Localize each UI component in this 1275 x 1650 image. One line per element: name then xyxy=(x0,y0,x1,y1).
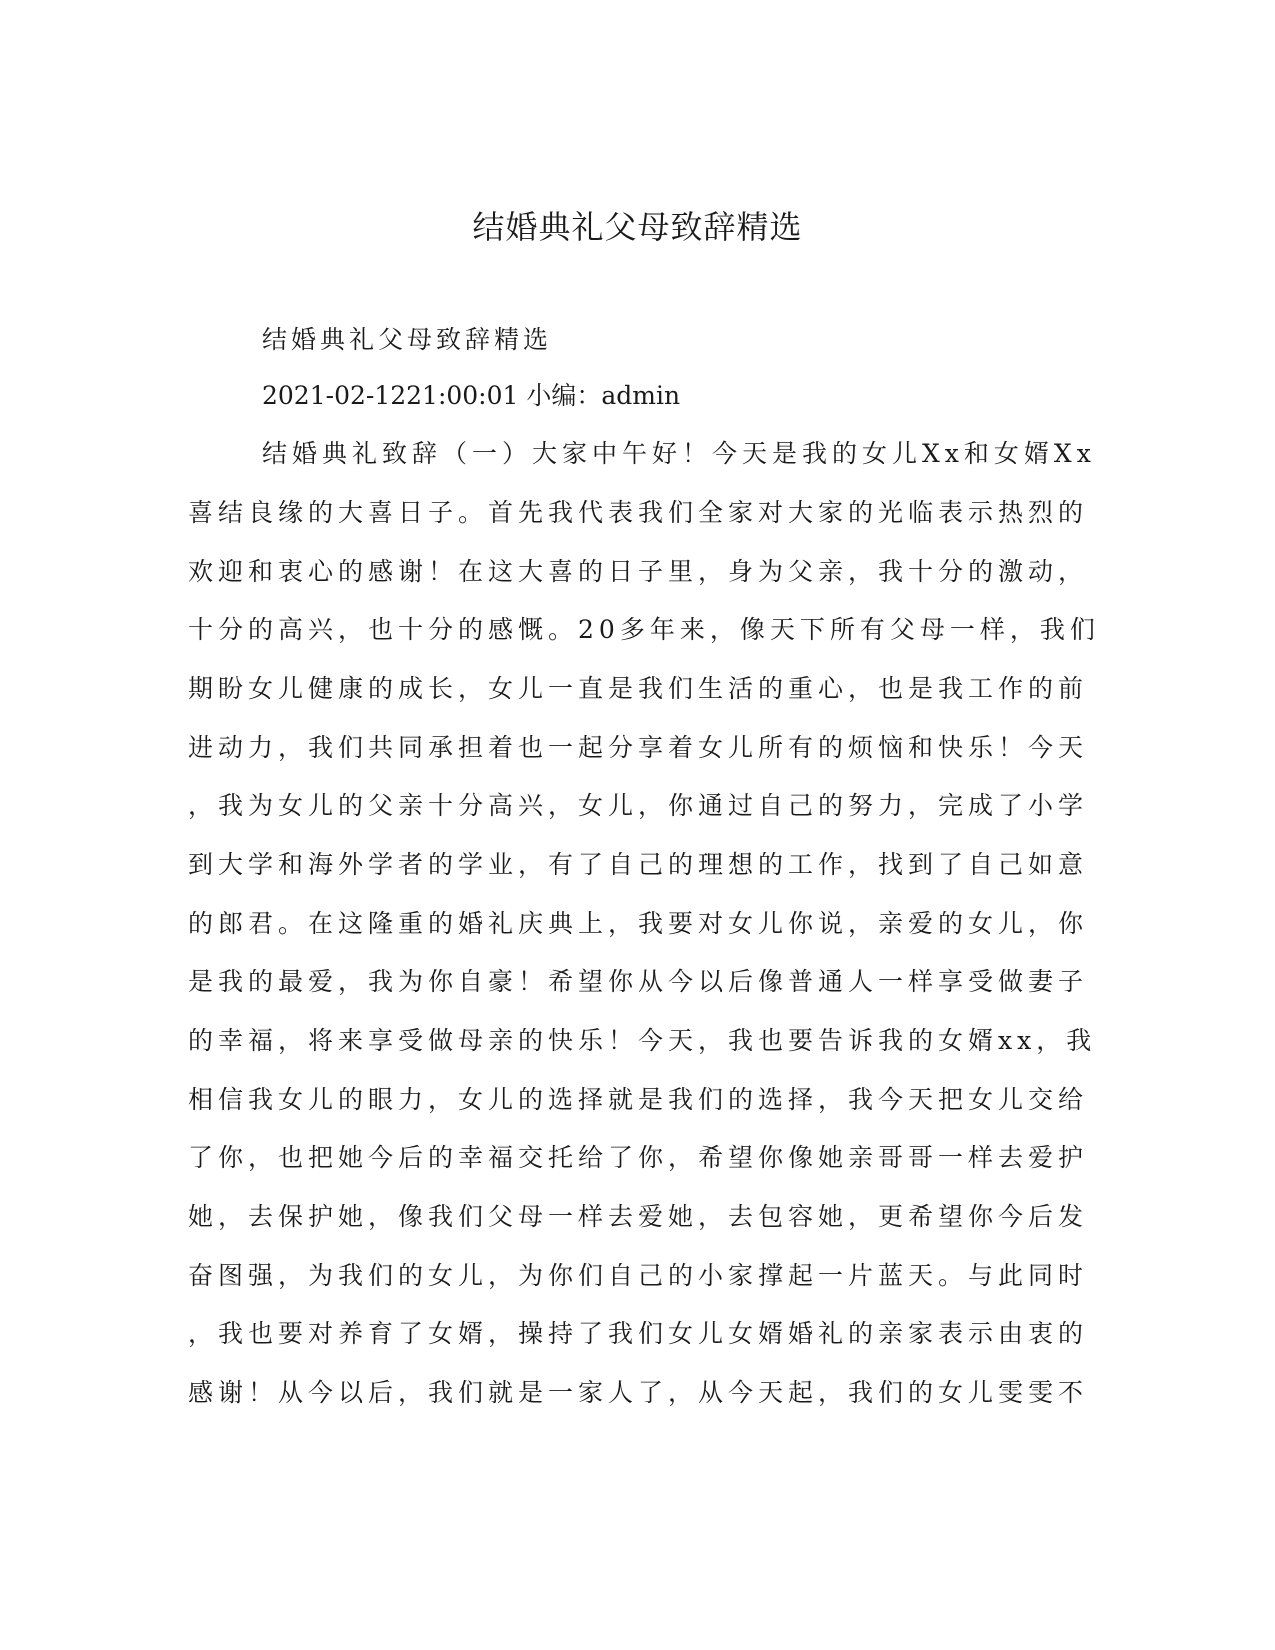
body-line: 是我的最爱，我为你自豪！希望你从今以后像普通人一样享受做妻子 xyxy=(188,967,1089,996)
body-line: 的幸福，将来享受做母亲的快乐！今天，我也要告诉我的女婿xx，我 xyxy=(188,1026,1097,1055)
article-title: 结婚典礼父母致辞精选 xyxy=(262,325,553,354)
body-line: 的郎君。在这隆重的婚礼庆典上，我要对女儿你说，亲爱的女儿，你 xyxy=(188,909,1089,938)
body-line: 十分的高兴，也十分的感慨。20多年来，像天下所有父母一样，我们 xyxy=(188,615,1100,644)
body-line: 结婚典礼致辞（一）大家中午好！今天是我的女儿Xx和女婿Xx xyxy=(262,439,1096,468)
body-line: 欢迎和衷心的感谢！在这大喜的日子里，身为父亲，我十分的激动， xyxy=(188,557,1089,586)
body-line: 奋图强，为我们的女儿，为你们自己的小家撑起一片蓝天。与此同时 xyxy=(188,1261,1089,1290)
body-line: 感谢！从今以后，我们就是一家人了，从今天起，我们的女儿雯雯不 xyxy=(188,1378,1089,1407)
body-line: 期盼女儿健康的成长，女儿一直是我们生活的重心，也是我工作的前 xyxy=(188,674,1089,703)
document-title: 结婚典礼父母致辞精选 xyxy=(472,208,803,246)
body-line: 了你，也把她今后的幸福交托给了你，希望你像她亲哥哥一样去爱护 xyxy=(188,1143,1089,1172)
body-line: 进动力，我们共同承担着也一起分享着女儿所有的烦恼和快乐！今天 xyxy=(188,733,1089,762)
body-line: 她，去保护她，像我们父母一样去爱她，去包容她，更希望你今后发 xyxy=(188,1202,1089,1231)
body-line: ，我为女儿的父亲十分高兴，女儿，你通过自己的努力，完成了小学 xyxy=(188,791,1089,820)
body-line: 相信我女儿的眼力，女儿的选择就是我们的选择，我今天把女儿交给 xyxy=(188,1085,1089,1114)
article-meta: 2021-02-1221:00:01 小编：admin xyxy=(262,381,681,410)
body-line: 到大学和海外学者的学业，有了自己的理想的工作，找到了自己如意 xyxy=(188,850,1089,879)
body-line: ，我也要对养育了女婿，操持了我们女儿女婿婚礼的亲家表示由衷的 xyxy=(188,1319,1089,1348)
body-line: 喜结良缘的大喜日子。首先我代表我们全家对大家的光临表示热烈的 xyxy=(188,498,1089,527)
